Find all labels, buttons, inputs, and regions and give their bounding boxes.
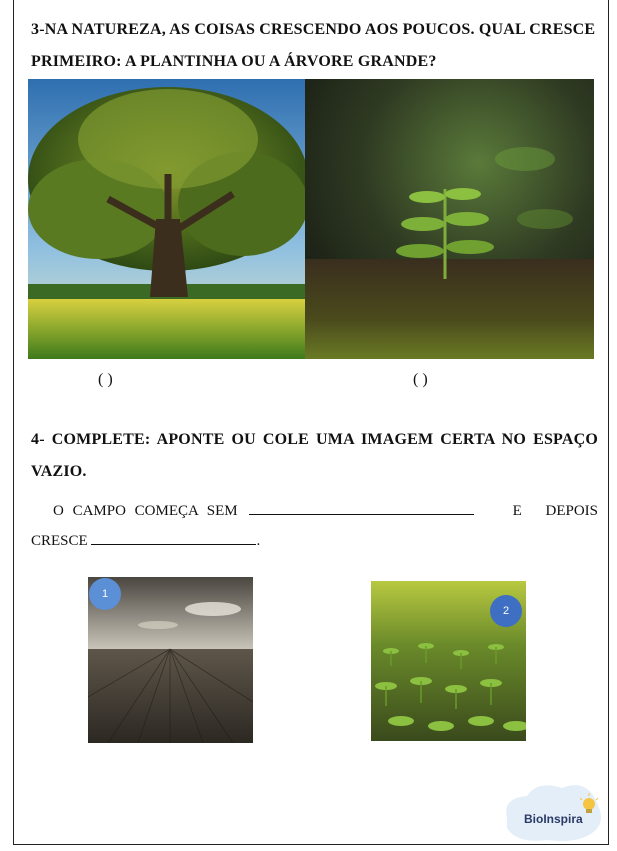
sentence-part-3: CRESCE — [31, 533, 88, 549]
question-4-title: 4- COMPLETE: APONTE OU COLE UMA IMAGEM CERTA NO ESPAÇO VAZIO. — [31, 431, 598, 480]
image-number-badge-2: 2 — [490, 595, 522, 627]
big-tree-image — [28, 79, 305, 359]
fill-in-sentence-line2 — [31, 526, 598, 556]
question-3-title: 3-NA NATUREZA, AS COISAS CRESCENDO AOS POUCOS. QUAL CRESCE PRIMEIRO: A PLANTINHA OU A ÁRVORE GRANDE? — [31, 21, 596, 70]
blank-line-1[interactable] — [249, 500, 474, 515]
logo-text: BioInspira — [524, 812, 583, 826]
blank-line-2[interactable] — [91, 530, 256, 545]
fill-in-sentence — [31, 496, 598, 526]
answer-box-tree[interactable]: ( ) — [98, 371, 113, 388]
answer-box-seedling[interactable]: ( ) — [413, 371, 428, 388]
image-number-badge-1: 1 — [89, 578, 121, 610]
bioinspira-logo — [497, 778, 607, 844]
sentence-part-1: O CAMPO COMEÇA SEM — [53, 503, 238, 519]
sentence-part-2: E DEPOIS — [512, 503, 598, 519]
seedling-image — [305, 79, 594, 359]
sentence-end: . — [256, 533, 261, 549]
